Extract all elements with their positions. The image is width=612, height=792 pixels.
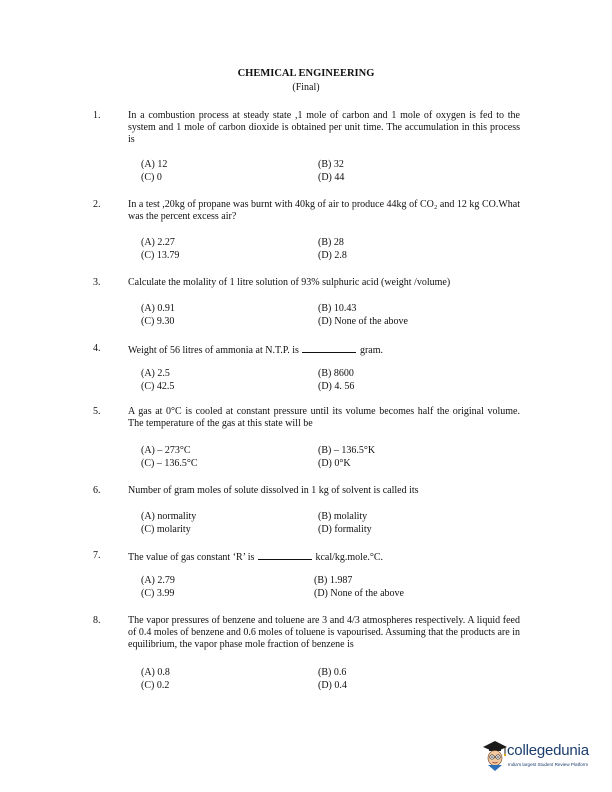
- option-c: (C) 9.30: [141, 316, 175, 327]
- option-a: (A) 12: [141, 159, 168, 170]
- option-d: (D) None of the above: [314, 588, 404, 599]
- question-number: 3.: [93, 277, 101, 288]
- option-b: (B) 32: [318, 159, 344, 170]
- answer-blank: [258, 550, 312, 560]
- option-a: (A) 2.5: [141, 368, 170, 379]
- question-number: 8.: [93, 615, 101, 626]
- option-b: (B) 10.43: [318, 303, 357, 314]
- option-c: (C) 3.99: [141, 588, 175, 599]
- question-text-before: Weight of 56 litres of ammonia at N.T.P. is: [128, 345, 299, 356]
- option-d: (D) 44: [318, 172, 345, 183]
- question-text: Calculate the molality of 1 litre solution of 93% sulphuric acid (weight /volume): [128, 277, 451, 288]
- question-number: 2.: [93, 199, 101, 210]
- option-d: (D) 0°K: [318, 458, 351, 469]
- question-text: [128, 343, 520, 357]
- option-b: (B) molality: [318, 511, 368, 522]
- option-a: (A) – 273°C: [141, 445, 191, 456]
- option-c: (C) 0.2: [141, 680, 170, 691]
- option-b: (B) 1.987: [314, 575, 353, 586]
- answer-blank: [302, 343, 356, 353]
- question-text-after: gram.: [359, 345, 383, 356]
- question-number: 1.: [93, 110, 101, 121]
- question-number: 4.: [93, 343, 101, 354]
- question-text: The vapor pressures of benzene and toluene are 3 and 4/3 atmospheres respectively. A liquid feed of 0.4 moles of benzene and 0.6 moles of toluene is vapourised. Assuming that the products are in equilibrium, the vapor phase mole fraction of benzene is: [128, 615, 520, 650]
- option-b: (B) – 136.5°K: [318, 445, 376, 456]
- option-d: (D) 4. 56: [318, 381, 355, 392]
- option-c: (C) 0: [141, 172, 162, 183]
- option-d: (D) None of the above: [318, 316, 408, 327]
- logo-tagline: India's largest Student Review Platform: [508, 762, 589, 767]
- option-a: (A) 0.91: [141, 303, 175, 314]
- question-text: In a combustion process at steady state ,1 mole of carbon and 1 mole of oxygen is fed to the system and 1 mole of carbon dioxide is obtained per unit time. The accumulation in this process is: [128, 110, 520, 145]
- mascot-icon: [481, 738, 509, 772]
- question-text: In a test ,20kg of propane was burnt with 40kg of air to produce 44kg of CO₂ and 12 kg CO.What was the percent excess air?: [128, 199, 520, 222]
- option-d: (D) 2.8: [318, 250, 347, 261]
- option-c: (C) molarity: [141, 524, 191, 535]
- document-subtitle: (Final): [292, 82, 320, 93]
- option-a: (A) normality: [141, 511, 197, 522]
- option-d: (D) formality: [318, 524, 372, 535]
- option-b: (B) 8600: [318, 368, 354, 379]
- option-b: (B) 0.6: [318, 667, 347, 678]
- question-text: A gas at 0°C is cooled at constant pressure until its volume becomes half the original volume. The temperature of the gas at this state will be: [128, 406, 520, 429]
- option-a: (A) 0.8: [141, 667, 170, 678]
- option-c: (C) 42.5: [141, 381, 175, 392]
- question-number: 7.: [93, 550, 101, 561]
- question-number: 6.: [93, 485, 101, 496]
- document-title: CHEMICAL ENGINEERING: [237, 68, 375, 79]
- question-text-before: The value of gas constant ‘R’ is: [128, 552, 255, 563]
- question-text: [128, 550, 520, 564]
- option-c: (C) 13.79: [141, 250, 180, 261]
- option-b: (B) 28: [318, 237, 344, 248]
- logo-name: collegedunia: [507, 742, 589, 759]
- collegedunia-logo: [481, 738, 606, 778]
- option-a: (A) 2.27: [141, 237, 175, 248]
- question-text-after: kcal/kg.mole.°C.: [315, 552, 384, 563]
- question-text: Number of gram moles of solute dissolved in 1 kg of solvent is called its: [128, 485, 419, 496]
- option-d: (D) 0.4: [318, 680, 347, 691]
- question-number: 5.: [93, 406, 101, 417]
- option-c: (C) – 136.5°C: [141, 458, 198, 469]
- option-a: (A) 2.79: [141, 575, 175, 586]
